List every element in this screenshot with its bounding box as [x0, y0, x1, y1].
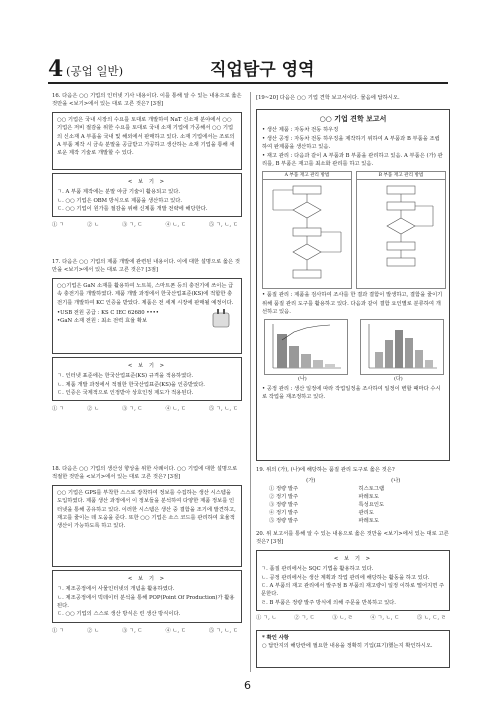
report-title: ○○ 기업 견학 보고서 — [319, 114, 387, 123]
option[interactable]: ③ ㄴ, ㄹ — [332, 615, 353, 622]
report-intro: [19~20] 다음은 ○○ 기업 견학 보고서이다. 물음에 답하시오. — [256, 95, 400, 101]
option[interactable]: ③ ㄱ, ㄷ — [121, 222, 143, 229]
bogi-item: ㄱ. 제조공정에서 사물인터넷의 개념을 활용하였다. — [57, 586, 175, 593]
bogi-item: ㄱ. A 부품 제작에는 분말 야금 기술이 활용되고 있다. — [57, 189, 180, 196]
process-management: • 공정 관리 : 생산 일정에 따라 작업일정을 조사하여 일정이 변할 때마다 수시로 작업을 재조정하고 있다. — [262, 385, 441, 401]
table-row[interactable] — [266, 509, 436, 517]
cell: ⑤ 정량 발주 — [269, 518, 299, 525]
table-row[interactable] — [266, 493, 436, 501]
section-number: 4 — [48, 56, 64, 82]
cell: ④ 정기 발주 — [269, 510, 299, 517]
question-19 — [256, 466, 450, 525]
bogi-label: < 보 기 > — [127, 178, 167, 185]
flowchart-a-diagram — [263, 180, 351, 288]
question-17-passage — [52, 278, 242, 354]
table-row[interactable] — [266, 501, 436, 509]
option[interactable]: ① ㄱ — [52, 222, 65, 229]
header-rule — [48, 82, 448, 84]
question-18-stem: 18. 다음은 ○○ 기업의 생산성 향상을 위한 사례이다. ○○ 기업에 대한 설명으로 적절한 것만을 <보기>에서 있는 대로 고른 것은? [3점] — [52, 466, 238, 481]
question-16-passage — [52, 112, 242, 170]
question-20-stem: 20. 위 보고서를 통해 알 수 있는 내용으로 옳은 것만을 <보기>에서 있는 대로 고른 것은? [3점] — [256, 531, 449, 546]
question-16-stem: 16. 다음은 ○○ 기업의 인터넷 기사 내용이다. 이를 통해 알 수 있는 내용으로 옳은 것만을 <보기>에서 있는 대로 고른 것은? [3점] — [52, 93, 242, 108]
question-17-bogi — [52, 357, 242, 402]
cell: ① 정량 발주 — [269, 486, 299, 493]
spec-line: •USB 전원 공급 : KS C IEC 62680 •••• — [57, 310, 159, 317]
bogi-item: ㄴ. 제조공정에서 빅데이터 분석을 통해 POP(Point Of Production)가 활용된다. — [57, 594, 235, 610]
question-17-options — [52, 405, 238, 413]
inventory-flowcharts — [262, 171, 444, 289]
option[interactable]: ⑤ ㄱ, ㄴ, ㄷ — [208, 406, 238, 413]
chart-da-figure — [361, 320, 443, 374]
col-a-header: (가) — [306, 478, 316, 485]
check-notice — [256, 630, 450, 668]
option[interactable]: ② ㄴ — [86, 627, 100, 634]
bogi-label: < 보 기 > — [127, 575, 167, 582]
question-19-table — [266, 477, 436, 525]
page-title: 직업탐구 영역 — [210, 60, 315, 80]
option[interactable]: ⑤ ㄴ, ㄷ, ㄹ — [416, 615, 446, 622]
report-item: • 재고 관리 : 다음과 같이 A 부품과 B 부품을 관리하고 있음. A 부품은 (가) 관리를, B 부품은 재고를 최소화 관리를 하고 있음. — [262, 152, 443, 168]
question-20-options — [256, 614, 446, 622]
bogi-item: ㄴ. ○○ 기업은 OBM 방식으로 제품을 생산하고 있다. — [57, 197, 183, 204]
question-20 — [256, 530, 450, 622]
bogi-item: ㄱ. 인터넷 표준에는 한국산업표준(KS) 규격을 적용하였다. — [57, 373, 194, 380]
question-20-bogi — [256, 550, 450, 611]
report-item: • 생산 제품 : 자동차 전동 하우징 — [262, 127, 339, 134]
chart-na — [264, 319, 348, 375]
bogi-item: ㄴ. 제품 개발 과정에서 적절한 한국산업표준(KS)을 인증받았다. — [57, 381, 205, 388]
cell: 파레토도 — [358, 494, 379, 501]
option[interactable]: ① ㄱ — [52, 627, 65, 634]
bogi-item: ㄷ. ○○ 기업이 원가를 절감을 위해 신제품 개발 전략에 해당한다. — [57, 206, 208, 213]
question-16-bogi — [52, 173, 242, 218]
option[interactable]: ⑤ ㄱ, ㄴ, ㄷ — [208, 222, 238, 229]
flowchart-a-title: A 부품 재고 관리 방법 — [263, 172, 351, 180]
cell: 히스토그램 — [358, 486, 385, 493]
quality-charts — [262, 319, 444, 385]
bogi-item: ㄴ. 공정 관리에서는 생산 계획과 작업 관리에 해당하는 활동을 하고 있다. — [261, 574, 430, 581]
chart-label-da: (다) — [394, 375, 403, 382]
question-19-stem: 19. 위의 (가), (나)에 해당하는 품질 관리 도구로 옳은 것은? — [256, 467, 395, 473]
column-divider — [250, 92, 251, 672]
cell: ② 정기 발주 — [269, 494, 299, 501]
cell: 특성요인도 — [358, 502, 385, 509]
option[interactable]: ③ ㄱ, ㄷ — [121, 627, 143, 634]
question-18-passage — [52, 485, 242, 567]
cell: 파레토도 — [358, 518, 379, 525]
passage-text: ○○기업은 GaN 소재를 활용하여 노트북, 스마트폰 등의 충전기에 쓰이는 급속 충전기를 개발하였다. 제품 개발 과정에서 한국산업표준(KS)에 적합한 충전기를 개발하여 KC 인증을 받았다. 제품은 전 세계 시장에 판매될 예정이다. — [57, 282, 234, 306]
bogi-item: ㄹ. B 부품은 정량 발주 방식에 의해 주문을 반복하고 있다. — [261, 599, 396, 606]
charger-image — [211, 309, 233, 331]
table-row[interactable] — [266, 485, 436, 493]
cell: ③ 정량 발주 — [269, 502, 299, 509]
col-b-header: (나) — [391, 478, 401, 485]
chart-label-na: (나) — [298, 375, 307, 382]
section-subject: (공업 일반) — [66, 64, 124, 78]
bogi-item: ㄷ. 인증은 국제적으로 인정받아 상호인정 제도가 적용된다. — [57, 390, 194, 397]
spec-line: •GaN 소재 전원 : 최소 전력 효율 확보 — [57, 318, 148, 325]
flowchart-b-diagram — [357, 180, 445, 288]
flowchart-b-title: B 부품 재고 관리 방법 — [357, 172, 445, 180]
check-title: * 확인 사항 — [262, 635, 289, 641]
question-17 — [52, 258, 242, 413]
option[interactable]: ② ㄱ, ㄷ — [294, 615, 315, 622]
option[interactable]: ④ ㄴ, ㄷ — [165, 406, 187, 413]
cell: 관리도 — [358, 510, 374, 517]
option[interactable]: ⑤ ㄱ, ㄴ, ㄷ — [208, 627, 238, 634]
table-header-row — [266, 477, 436, 485]
chart-da — [360, 319, 444, 375]
option[interactable]: ① ㄱ, ㄴ — [256, 615, 277, 622]
question-18-options — [52, 627, 238, 635]
flowchart-b — [356, 171, 446, 289]
option[interactable]: ① ㄱ — [52, 406, 65, 413]
option[interactable]: ② ㄴ — [86, 222, 100, 229]
quality-management: • 품질 관리 : 제품을 검사하여 조사를 한 결과 결함이 발생하고, 결함을 줄이기 위해 품질 관리 도구를 활용하고 있다. 다음과 같이 결함 요인별로 분류하여 개선하고 있음. — [262, 292, 443, 316]
option[interactable]: ④ ㄱ, ㄴ, ㄷ — [370, 615, 400, 622]
bogi-label: < 보 기 > — [333, 555, 373, 562]
bogi-item: ㄱ. 품질 관리에서는 SQC 기법을 활용하고 있다. — [261, 566, 374, 573]
bogi-item: ㄷ. ○○ 기업의 스스로 생산 방식은 린 생산 방식이다. — [57, 611, 181, 618]
page-number: 6 — [244, 679, 251, 692]
bogi-label: < 보 기 > — [127, 362, 167, 369]
chart-na-figure — [265, 320, 347, 374]
check-text: ○ 답안지의 해당란에 필요한 내용을 정확히 기입(표기)했는지 확인하시오. — [262, 643, 433, 650]
question-16-options — [52, 221, 238, 229]
option[interactable]: ④ ㄴ, ㄷ — [165, 627, 187, 634]
option[interactable]: ③ ㄱ, ㄷ — [121, 406, 143, 413]
flowchart-a — [262, 171, 352, 289]
question-16 — [52, 92, 242, 229]
visit-report — [256, 109, 450, 461]
option[interactable]: ② ㄴ — [86, 406, 100, 413]
passage-text: ○○ 기업은 GPS를 부착한 스스로 장착하여 정보를 수집하는 생산 시스템을 도입하였다. 제품 생산 과정에서 이 정보들을 분석하여 다양한 제품 정보를 인터넷을 통해 공유하고 있다. 이러한 시스템은 생산 중 결함을 조기에 발견하고, 재고를 줄이는 데 도움을 준다. 또한 ○○ 기업은 소스 코드를 관리하여 효율적 생산이 가능하도록 하고 있다. — [57, 489, 236, 530]
option[interactable]: ④ ㄴ, ㄷ — [165, 222, 187, 229]
question-17-stem: 17. 다음은 ○○ 기업의 제품 개발에 관련된 내용이다. 이에 대한 설명으로 옳은 것만을 <보기>에서 있는 대로 고른 것은? [3점] — [52, 259, 240, 274]
table-row[interactable] — [266, 517, 436, 525]
bogi-item: ㄷ. A 부품의 재고 관리에서 발주점 B 부품의 재고량이 일정 이하로 떨어지면 주문한다. — [261, 583, 445, 598]
question-18-bogi — [52, 570, 242, 623]
report-item: • 생산 공정 : 자동차 전동 하우징을 제작하기 위하여 A 부품과 B 부품을 조립하여 완제품을 생산하고 있음. — [262, 135, 440, 151]
question-18 — [52, 465, 242, 635]
passage-text: ○○ 기업은 국내 시장의 수요를 토대로 개발하여 NaT 신소재 분야에서 ○○ 기업은 저비 절감을 위한 수요를 토대로 국내 소재 기업에 가공해서 ○○ 기업의 신소재 A 부품을 국내 및 해외에서 판매하고 있다. 소재 기업에서는 조로의 A 부품 제작 시 금속 분말을 공급받고 가공하고 생산하는 소재 기업을 통해 새로운 제작 기술로 개발할 수 있다. — [57, 116, 235, 157]
